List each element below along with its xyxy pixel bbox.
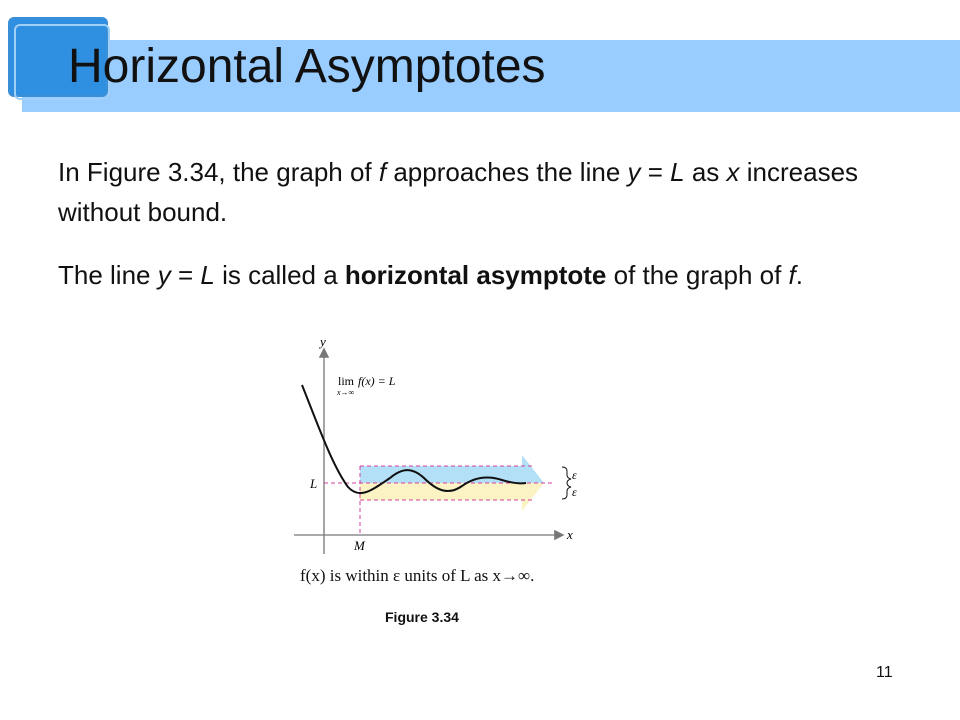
figure-caption: f(x) is within ε units of L as x→∞. (300, 566, 535, 585)
p2-y: y (157, 260, 171, 290)
lower-epsilon-band (360, 483, 544, 511)
p2-text-5: . (795, 260, 804, 290)
slide-title: Horizontal Asymptotes (68, 40, 546, 93)
p2-L: L (200, 260, 215, 290)
p2-text-2: = (170, 260, 201, 290)
epsilon-bottom-label: ε (572, 485, 577, 499)
p1-L: L (670, 157, 685, 187)
figure-3-34 (290, 330, 590, 590)
p2-text-4: of the graph of (606, 260, 789, 290)
epsilon-brace-bottom (562, 483, 571, 499)
p1-text-2: approaches the line (386, 157, 628, 187)
epsilon-top-label: ε (572, 468, 577, 482)
paragraph-2 (58, 255, 908, 295)
p2-bold-term: horizontal asymptote (344, 260, 607, 290)
p1-text-4: as (684, 157, 727, 187)
paragraph-1 (58, 152, 908, 232)
M-label: M (354, 538, 365, 553)
limit-expression: f(x) = L (358, 374, 396, 388)
figure-label: Figure 3.34 (385, 609, 459, 625)
y-axis-label: y (320, 334, 326, 349)
epsilon-brace-top (562, 467, 571, 483)
p2-text-3: is called a (214, 260, 345, 290)
L-label: L (310, 476, 318, 491)
p1-y: y (627, 157, 641, 187)
p1-text-3: = (640, 157, 671, 187)
asymptote-graph (290, 330, 590, 570)
x-axis-label: x (567, 527, 573, 542)
p1-x: x (726, 157, 740, 187)
limit-lim: lim (338, 374, 355, 388)
p1-text-1: In Figure 3.34, the graph of (58, 157, 379, 187)
p1-f: f (378, 157, 387, 187)
page-number: 11 (876, 664, 893, 681)
p1-text-5: increases without bound. (58, 157, 859, 227)
p2-text-1: The line (58, 260, 158, 290)
limit-subscript: x→∞ (337, 388, 355, 397)
p2-f: f (788, 260, 796, 290)
